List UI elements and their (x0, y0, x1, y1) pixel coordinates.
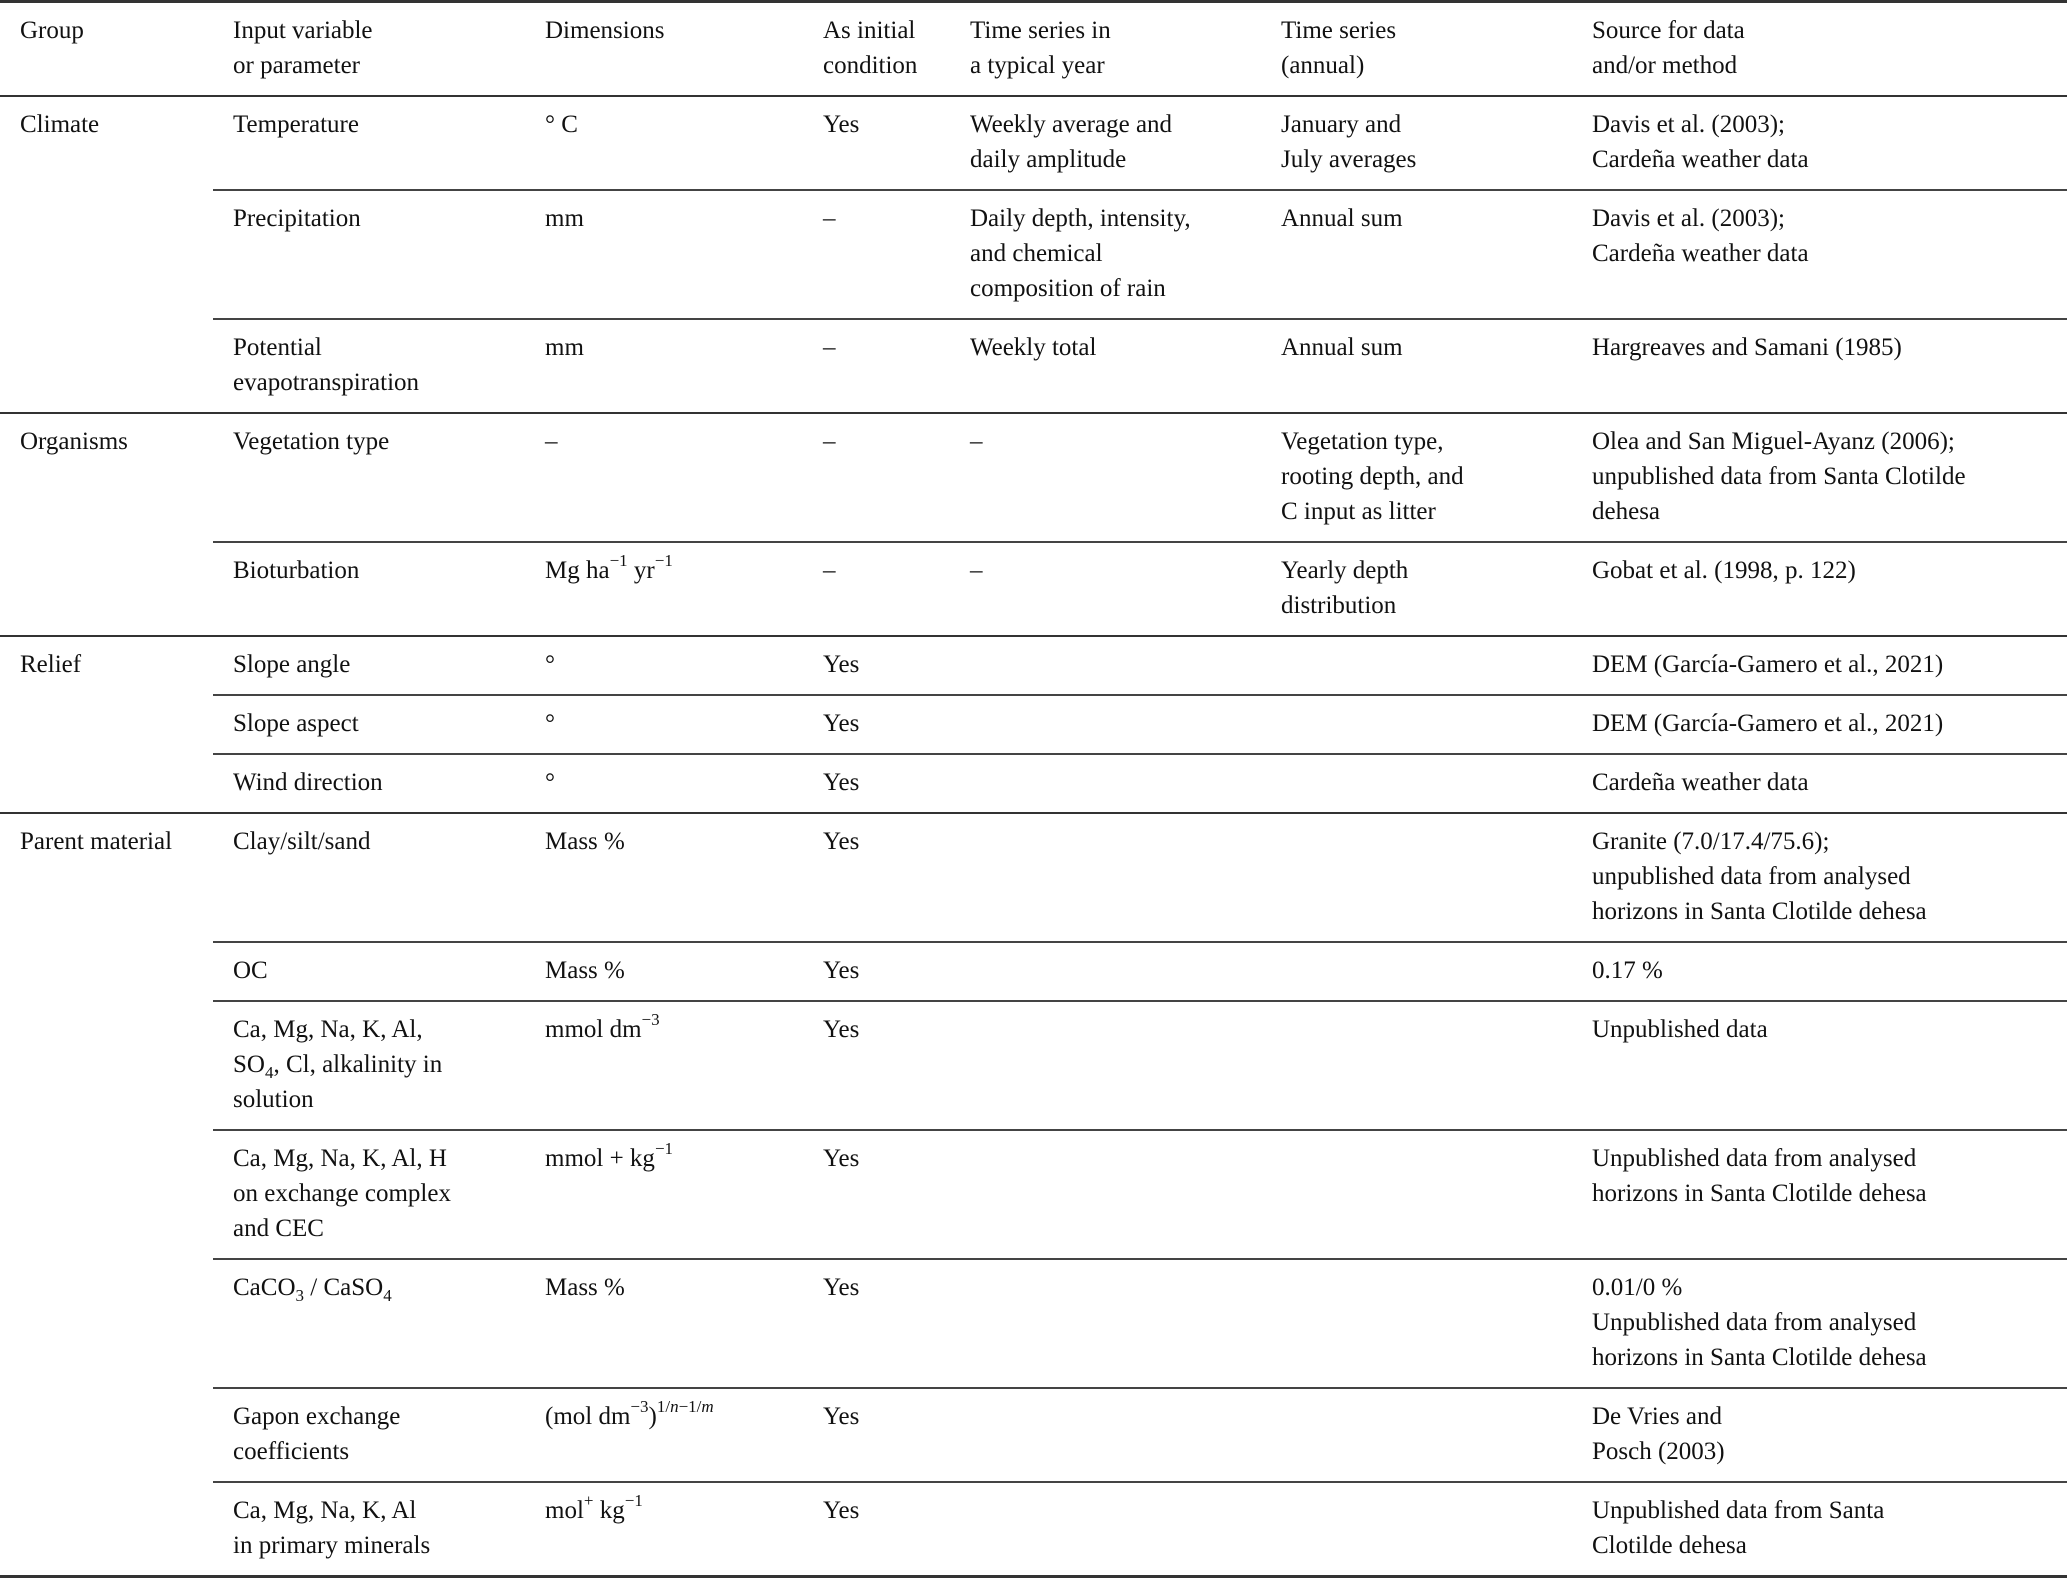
group-cell (0, 1259, 213, 1388)
variable-cell: Wind direction (213, 754, 525, 813)
table-row (0, 1001, 2067, 1130)
source-cell: Olea and San Miguel-Ayanz (2006); unpublished data from Santa Clotilde dehesa (1572, 413, 2067, 542)
dimensions-cell: Mg $ha^{-1}$ $yr^{-1}$ (525, 542, 803, 636)
initial-condition-cell: – (803, 413, 950, 542)
initial-condition-cell: Yes (803, 636, 950, 695)
initial-condition-cell: – (803, 319, 950, 413)
group-cell (0, 190, 213, 319)
dimensions-cell: mmol $dm^{-3}$ (525, 1001, 803, 1130)
header-initial-condition: As initial condition (823, 17, 918, 79)
table-row (0, 1259, 2067, 1388)
annual-cell: Annual sum (1261, 190, 1572, 319)
group-cell (0, 1130, 213, 1259)
dimensions-cell: mmol + $kg^{-1}$ (525, 1130, 803, 1259)
annual-cell (1261, 1259, 1572, 1388)
annual-cell (1261, 1482, 1572, 1577)
typical-year-cell (950, 636, 1261, 695)
group-cell (0, 942, 213, 1001)
subscript: 4 (383, 1286, 392, 1305)
dimensions-cell: mol+ $kg^{-1}$ (525, 1482, 803, 1577)
group-cell: Relief (0, 636, 213, 695)
source-cell: De Vries and Posch (2003) (1572, 1388, 2067, 1482)
dimensions-cell: ° (525, 636, 803, 695)
annual-cell (1261, 695, 1572, 754)
source-cell: Davis et al. (2003); Cardeña weather data (1592, 111, 1809, 173)
annual-cell (1261, 1388, 1572, 1482)
table-row (0, 1482, 2067, 1577)
initial-condition-cell: Yes (803, 813, 950, 942)
initial-condition-cell: – (803, 190, 950, 319)
source-cell: 0.17 % (1572, 942, 2067, 1001)
group-cell (0, 542, 213, 636)
annual-cell: Annual sum (1261, 319, 1572, 413)
annual-cell (1261, 754, 1572, 813)
initial-condition-cell: Yes (803, 942, 950, 1001)
header-typical-year: Time series in a typical year (970, 17, 1111, 79)
dimensions-cell: mm (525, 319, 803, 413)
source-cell: DEM (García-Gamero et al., 2021) (1572, 695, 2067, 754)
dimensions-cell: ° (525, 754, 803, 813)
annual-cell (1261, 942, 1572, 1001)
typical-year-cell (950, 1482, 1261, 1577)
superscript: −1 (654, 1138, 674, 1158)
group-cell (0, 1001, 213, 1130)
annual-cell (1261, 813, 1572, 942)
table-row (0, 695, 2067, 754)
group-cell: Parent material (0, 813, 213, 942)
initial-condition-cell: Yes (803, 1259, 950, 1388)
source-cell: Davis et al. (2003); Cardeña weather data (1572, 190, 2067, 319)
variable-cell: Vegetation type (213, 413, 525, 542)
source-cell: Granite (7.0/17.4/75.6); unpublished data from analysed horizons in Santa Clotilde dehesa (1572, 813, 2067, 942)
source-cell: Unpublished data from analysed horizons in Santa Clotilde dehesa (1572, 1130, 2067, 1259)
dimensions-cell: – (525, 413, 803, 542)
typical-year-cell: Weekly average and daily amplitude (970, 111, 1173, 173)
typical-year-cell: Weekly total (950, 319, 1261, 413)
variable-cell: Ca, Mg, Na, K, Al, H on exchange complex and CEC (213, 1130, 525, 1259)
group-cell (0, 695, 213, 754)
dimensions-cell: Mass % (525, 1259, 803, 1388)
annual-cell (1261, 1130, 1572, 1259)
typical-year-cell (950, 942, 1261, 1001)
initial-condition-cell: Yes (803, 1388, 950, 1482)
variable-cell: Slope aspect (213, 695, 525, 754)
dimensions-cell: Mass % (525, 813, 803, 942)
variable-cell: Temperature (233, 111, 359, 138)
source-cell: Gobat et al. (1998, p. 122) (1572, 542, 2067, 636)
initial-condition-cell: Yes (803, 1482, 950, 1577)
typical-year-cell: Daily depth, intensity, and chemical composition of rain (950, 190, 1261, 319)
source-cell: DEM (García-Gamero et al., 2021) (1572, 636, 2067, 695)
variable-cell: Gapon exchange coefficients (213, 1388, 525, 1482)
typical-year-cell: – (950, 413, 1261, 542)
source-cell: Cardeña weather data (1572, 754, 2067, 813)
header-dimensions: Dimensions (545, 17, 665, 44)
variable-cell: Bioturbation (213, 542, 525, 636)
header-group: Group (20, 17, 84, 44)
table-row (0, 636, 2067, 695)
superscript: 1/n−1/m (656, 1396, 714, 1416)
table-row (0, 190, 2067, 319)
group-cell (0, 754, 213, 813)
subscript: 4 (264, 1063, 274, 1082)
annual-cell: Yearly depth distribution (1261, 542, 1572, 636)
source-cell: 0.01/0 % Unpublished data from analysed horizons in Santa Clotilde dehesa (1572, 1259, 2067, 1388)
group-cell (0, 319, 213, 413)
superscript: −1 (654, 550, 673, 570)
superscript: −3 (641, 1009, 660, 1029)
superscript: −1 (609, 550, 628, 570)
header-source: Source for data and/or method (1592, 17, 1745, 79)
initial-condition-cell: Yes (803, 1001, 950, 1130)
source-cell: Unpublished data from Santa Clotilde dehesa (1572, 1482, 2067, 1577)
variable-cell: Potential evapotranspiration (213, 319, 525, 413)
dimensions-cell: Mass % (525, 942, 803, 1001)
table-row (0, 813, 2067, 942)
table-row (0, 413, 2067, 542)
table-row (0, 96, 2067, 190)
typical-year-cell (950, 813, 1261, 942)
source-cell: Hargreaves and Samani (1985) (1572, 319, 2067, 413)
table-row (0, 1388, 2067, 1482)
superscript: −1 (624, 1490, 643, 1510)
header-annual: Time series (annual) (1281, 17, 1397, 79)
superscript: + (583, 1490, 594, 1510)
annual-cell: January and July averages (1281, 111, 1417, 173)
variable-cell: OC (213, 942, 525, 1001)
annual-cell (1261, 1001, 1572, 1130)
typical-year-cell (950, 1130, 1261, 1259)
typical-year-cell: – (950, 542, 1261, 636)
dimensions-cell: (mol $dm^{-3})^{1/n-1/m}$ (525, 1388, 803, 1482)
group-cell: Organisms (0, 413, 213, 542)
table-header-row (0, 2, 2067, 97)
superscript: −3 (630, 1396, 649, 1416)
initial-condition-cell: Yes (823, 111, 860, 138)
dimensions-cell: ° C (545, 111, 578, 138)
initial-condition-cell: – (803, 542, 950, 636)
variable-cell: CaCO$_3$ / CaSO$_4$ (213, 1259, 525, 1388)
variable-cell: Ca, Mg, Na, K, Al in primary minerals (213, 1482, 525, 1577)
annual-cell (1261, 636, 1572, 695)
typical-year-cell (950, 754, 1261, 813)
header-input-variable: Input variable or parameter (233, 17, 373, 79)
dimensions-cell: mm (525, 190, 803, 319)
subscript: 3 (295, 1286, 304, 1305)
initial-condition-cell: Yes (803, 695, 950, 754)
annual-cell: Vegetation type, rooting depth, and C input as litter (1261, 413, 1572, 542)
table-row (0, 754, 2067, 813)
table-row (0, 1130, 2067, 1259)
dimensions-cell: ° (525, 695, 803, 754)
table-body (0, 96, 2067, 1577)
table-row (0, 319, 2067, 413)
variable-cell: Ca, Mg, Na, K, Al, $SO_4$, Cl, alkalinity in solution (213, 1001, 525, 1130)
group-cell (0, 1388, 213, 1482)
initial-condition-cell: Yes (803, 754, 950, 813)
table-row (0, 942, 2067, 1001)
variable-cell: Slope angle (213, 636, 525, 695)
typical-year-cell (950, 1259, 1261, 1388)
typical-year-cell (950, 695, 1261, 754)
variable-cell: Clay/silt/sand (213, 813, 525, 942)
initial-condition-cell: Yes (803, 1130, 950, 1259)
source-cell: Unpublished data (1572, 1001, 2067, 1130)
variable-cell: Precipitation (213, 190, 525, 319)
group-cell (0, 1482, 213, 1577)
typical-year-cell (950, 1388, 1261, 1482)
group-cell: Climate (20, 111, 100, 138)
typical-year-cell (950, 1001, 1261, 1130)
table-row (0, 542, 2067, 636)
